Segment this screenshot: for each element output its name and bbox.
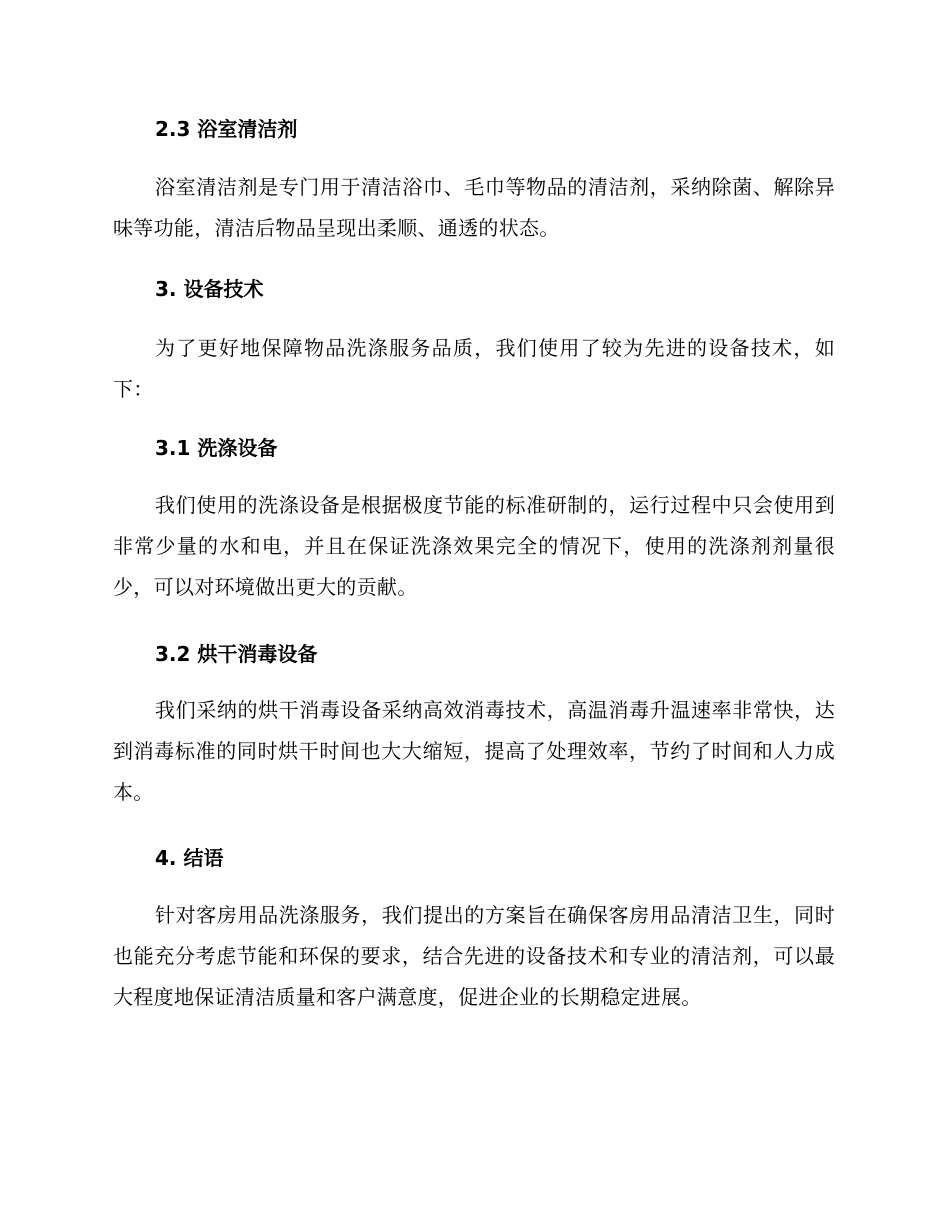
section-body-3: 为了更好地保障物品洗涤服务品质，我们使用了较为先进的设备技术，如下： [113, 336, 835, 401]
section-heading-4: 4. 结语 [155, 846, 224, 870]
section-body-3-1: 我们使用的洗涤设备是根据极度节能的标准研制的，运行过程中只会使用到非常少量的水和电，并且在保证洗涤效果完全的情况下，使用的洗涤剂剂量很少，可以对环境做出更大的贡献。 [113, 493, 835, 599]
section-body-2-3: 浴室清洁剂是专门用于清洁浴巾、毛巾等物品的清洁剂，采纳除菌、解除异味等功能，清洁后物品呈现出柔顺、通透的状态。 [113, 175, 835, 240]
section-heading-2-3: 2.3 浴室清洁剂 [155, 117, 298, 141]
section-heading-3-2: 3.2 烘干消毒设备 [155, 642, 318, 666]
section-heading-3-1: 3.1 洗涤设备 [155, 436, 278, 460]
section-heading-3: 3. 设备技术 [155, 277, 264, 301]
section-body-4: 针对客房用品洗涤服务，我们提出的方案旨在确保客房用品清洁卫生，同时也能充分考虑节能和环保的要求，结合先进的设备技术和专业的清洁剂，可以最大程度地保证清洁质量和客户满意度，促进企业的长期稳定进展。 [113, 903, 835, 1009]
section-body-3-2: 我们采纳的烘干消毒设备采纳高效消毒技术，高温消毒升温速率非常快，达到消毒标准的同时烘干时间也大大缩短，提高了处理效率，节约了时间和人力成本。 [113, 698, 835, 804]
